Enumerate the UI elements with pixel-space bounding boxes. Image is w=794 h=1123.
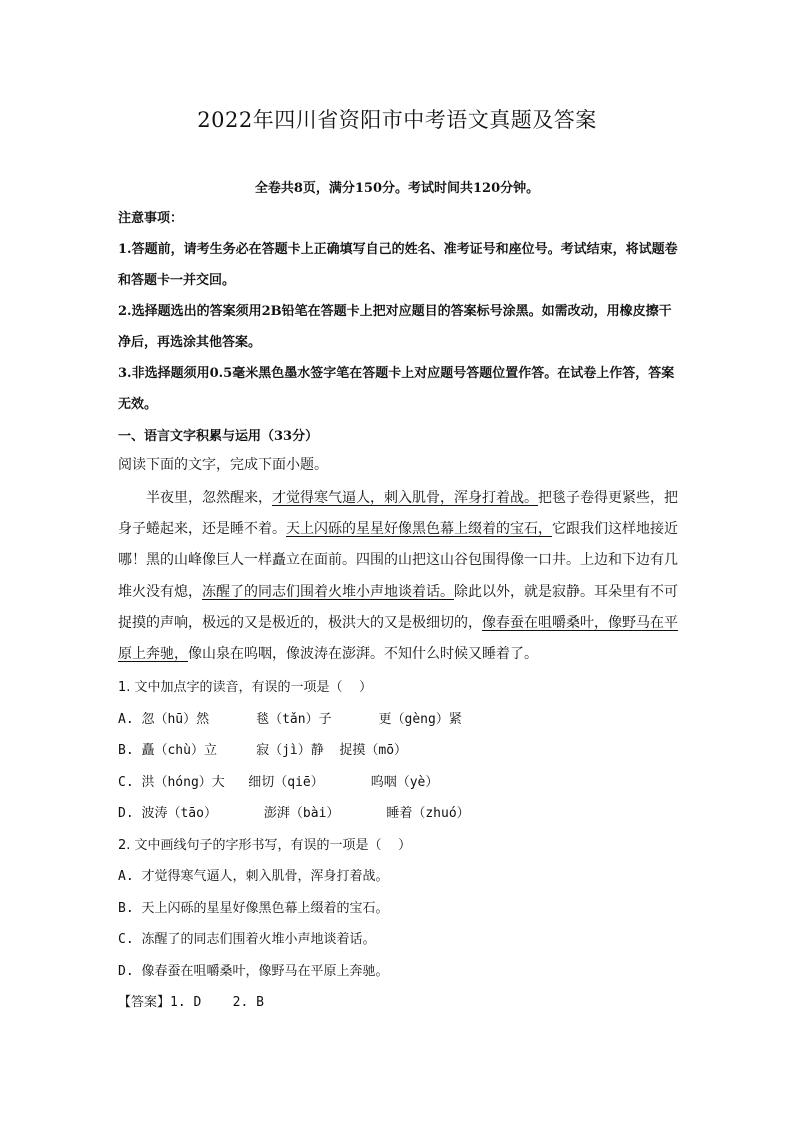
answer-key: 【答案】1. D 2. B bbox=[118, 995, 264, 1010]
section-heading: 一、语言文字积累与运用（33分） bbox=[118, 429, 319, 444]
passage-segment: 把毯子卷得更紧些，把身子蜷起来，还是睡不着。 bbox=[118, 490, 678, 538]
underlined-sentence-d: 像春蚕在咀嚼桑叶，像野马在平原上奔驰， bbox=[118, 614, 678, 663]
question-1-stem: 1. 文中加点字的读音，有误的一项是（ ） bbox=[118, 680, 373, 695]
question-2-option-b: B. 天上闪砾的星星好像黑色幕上缀着的宝石。 bbox=[118, 900, 389, 916]
note-item-2: 2.选择题选出的答案须用2B铅笔在答题卡上把对应题目的答案标号涂黑。如需改动，用橡皮擦干净后，再选涂其他答案。 bbox=[118, 304, 672, 350]
question-2-option-a: A. 才觉得寒气逼人，刺入肌骨，浑身打着战。 bbox=[118, 869, 389, 884]
note-item-1: 1.答题前，请考生务必在答题卡上正确填写自己的姓名、准考证号和座位号。考试结束，将试题卷和答题卡一并交回。 bbox=[118, 242, 678, 288]
underlined-sentence-c: 冻醒了的同志们围着火堆小声地谈着话。 bbox=[202, 583, 454, 600]
reading-passage bbox=[118, 483, 678, 670]
passage-segment: 除此以外，就是寂静。耳朵里有不可捉摸的声响，极远的又是极近的，极洪大的又是极细切的， bbox=[118, 583, 678, 631]
notes-section bbox=[118, 203, 678, 420]
question-2-option-d: D. 像春蚕在咀嚼桑叶，像野马在平原上奔驰。 bbox=[118, 963, 389, 979]
question-2-option-c: C. 冻醒了的同志们围着火堆小声地谈着话。 bbox=[118, 932, 376, 947]
passage-segment: 像山泉在呜咽，像波涛在澎湃。不知什么时候又睡着了。 bbox=[188, 646, 538, 663]
underlined-sentence-b: 天上闪砾的星星好像黑色幕上缀着的宝石， bbox=[286, 521, 552, 538]
passage-segment: 半夜里，忽然醒来， bbox=[146, 490, 272, 506]
question-1-option-d: D. 波涛（tāo） 澎湃（bài） 睡着（zhuó） bbox=[118, 806, 470, 821]
question-2-stem: 2. 文中画线句子的字形书写，有误的一项是（ ） bbox=[118, 837, 412, 853]
note-item-3: 3.非选择题须用0.5毫米黑色墨水签字笔在答题卡上对应题号答题位置作答。在试卷上作答，答案无效。 bbox=[118, 366, 675, 412]
passage-segment: 它跟我们这样地接近哪！黑的山峰像巨人一样矗立在面前。四围的山把这山谷包围得像一口井。上边和下边有几堆火没有熄， bbox=[118, 521, 678, 600]
questions bbox=[118, 672, 678, 1019]
page-title: 2022年四川省资阳市中考语文真题及答案 bbox=[197, 108, 597, 132]
exam-info: 全卷共8页，满分150分。考试时间共120分钟。 bbox=[254, 181, 540, 196]
question-1-option-b: B. 矗（chù）立 寂（jì）静 捉摸（mō） bbox=[118, 743, 408, 758]
underlined-sentence-a: 才觉得寒气逼人，刺入肌骨，浑身打着战。 bbox=[272, 490, 538, 506]
reading-instruction: 阅读下面的文字，完成下面小题。 bbox=[118, 457, 328, 473]
question-1-option-c: C. 洪（hóng）大 细切（qiē） 呜咽（yè） bbox=[118, 774, 439, 790]
passage-paragraph bbox=[118, 483, 678, 670]
question-1-option-a: A. 忽（hū）然 毯（tǎn）子 更（gèng）紧 bbox=[118, 711, 462, 727]
notes-heading: 注意事项： bbox=[118, 211, 184, 226]
